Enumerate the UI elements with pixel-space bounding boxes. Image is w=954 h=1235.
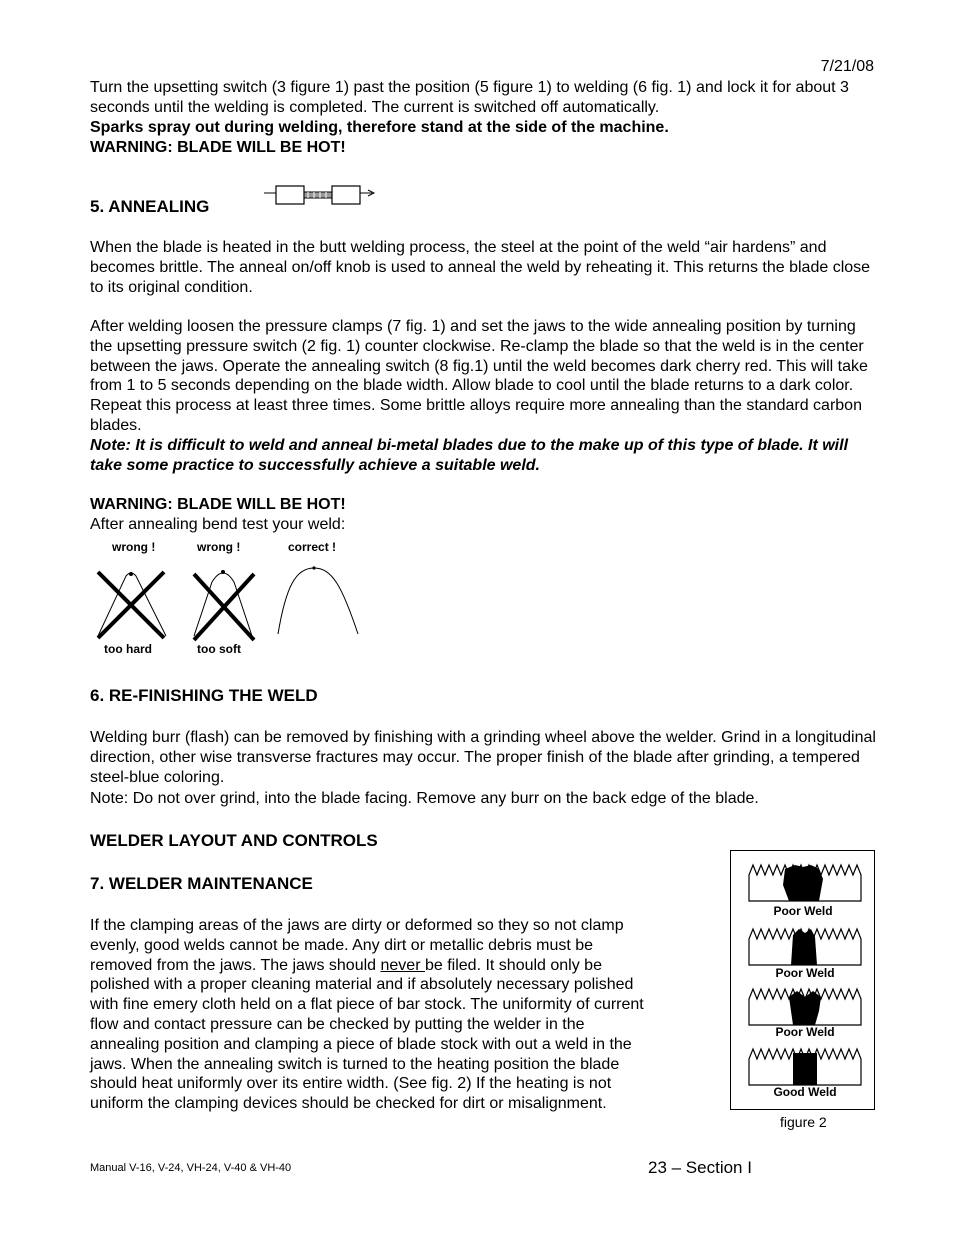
poor-weld-blade-2 — [749, 929, 861, 965]
maintenance-line: jaws. When the annealing switch is turned to the heating position the blade — [90, 1055, 620, 1073]
maintenance-line: flow and contact pressure can be checked by putting the welder in the — [90, 1015, 585, 1033]
maintenance-line: removed from the jaws. The jaws should never be filed. It should only be — [90, 956, 602, 974]
weld-label-poor-1: Poor Weld — [773, 904, 833, 918]
annealing-heading: 5. ANNEALING — [90, 197, 210, 216]
good-weld-blade — [749, 1049, 861, 1085]
bend-test-figure — [90, 538, 370, 660]
never-emphasis: never — [380, 956, 425, 974]
maintenance-paragraph — [90, 916, 720, 1114]
bend-label-wrong-1: wrong ! — [112, 540, 156, 554]
refinishing-paragraph: Welding burr (flash) can be removed by finishing with a grinding wheel above the welder. Grind in a longitudinal direction, other wise transverse fractures may occur. The proper finish of the blade after grinding, a tempered steel-blue coloring. — [90, 729, 876, 786]
maintenance-heading: 7. WELDER MAINTENANCE — [90, 874, 313, 893]
maintenance-line: polished with a proper cleaning material and if absolutely necessary polished — [90, 976, 634, 994]
footer-manual-title: Manual V-16, V-24, VH-24, V-40 & VH-40 — [90, 1162, 292, 1174]
blade-clamp-icon — [262, 184, 378, 208]
weld-label-good: Good Weld — [773, 1085, 837, 1099]
footer-page-number: 23 – Section I — [648, 1158, 752, 1177]
weld-figure-2 — [730, 850, 875, 1110]
sparks-warning: Sparks spray out during welding, therefore stand at the side of the machine. — [90, 119, 669, 136]
maintenance-line: uniform the clamping devices should be checked for dirt or misalignment. — [90, 1095, 607, 1113]
annealing-paragraph-1: When the blade is heated in the butt welding process, the steel at the point of the weld “air hardens” and becomes brittle. The anneal on/off knob is used to anneal the weld by reheating it. This returns the blade close to its original condition. — [90, 239, 871, 296]
maintenance-line: If the clamping areas of the jaws are dirty or deformed so they so not clamp — [90, 917, 624, 934]
welding-paragraph: Turn the upsetting switch (3 figure 1) past the position (5 figure 1) to welding (6 fig. 1) and lock it for about 3 seconds until the welding is completed. The current is switched off automatically. — [90, 79, 849, 116]
maintenance-line: with fine emery cloth held on a flat piece of bar stock. The uniformity of current — [90, 996, 644, 1014]
bend-label-too-soft: too soft — [197, 642, 241, 656]
poor-weld-blade-3 — [749, 989, 861, 1025]
maintenance-line: annealing position and clamping a piece of blade stock with out a weld in the — [90, 1035, 632, 1053]
bend-label-wrong-2: wrong ! — [197, 540, 241, 554]
weld-label-poor-3: Poor Weld — [775, 1025, 835, 1039]
weld-comparison-diagram — [745, 861, 865, 1101]
poor-weld-blade-1 — [749, 865, 861, 901]
bend-label-too-hard: too hard — [104, 642, 152, 656]
annealing-warning: WARNING: BLADE WILL BE HOT! — [90, 496, 346, 513]
hot-blade-warning: WARNING: BLADE WILL BE HOT! — [90, 139, 346, 156]
refinishing-heading: 6. RE-FINISHING THE WELD — [90, 686, 318, 705]
weld-label-poor-2: Poor Weld — [775, 966, 835, 980]
bend-test-intro: After annealing bend test your weld: — [90, 516, 346, 533]
bend-test-diagram — [90, 556, 370, 642]
layout-heading: WELDER LAYOUT AND CONTROLS — [90, 831, 378, 850]
maintenance-line: should heat uniformly over its entire width. (See fig. 2) If the heating is not — [90, 1075, 612, 1093]
maintenance-line: evenly, good welds cannot be made. Any dirt or metallic debris must be — [90, 936, 594, 954]
bend-label-correct: correct ! — [288, 540, 337, 554]
page-date: 7/21/08 — [820, 58, 874, 75]
refinishing-note: Note: Do not over grind, into the blade facing. Remove any burr on the back edge of the blade. — [90, 790, 759, 807]
bimetal-note: Note: It is difficult to weld and anneal bi-metal blades due to the make up of this type of blade. It will take some practice to successfully achieve a suitable weld. — [90, 437, 849, 474]
figure-2-caption: figure 2 — [780, 1114, 827, 1130]
annealing-paragraph-2: After welding loosen the pressure clamps (7 fig. 1) and set the jaws to the wide annealing position by turning the upsetting pressure switch (2 fig. 1) counter clockwise. Re-clamp the blade so that the weld is in the center between the jaws. Operate the annealing switch (8 fig.1) until the weld becomes dark cherry red. This will take from 1 to 5 seconds depending on the blade width. Allow blade to cool until the blade returns to a dark color. Repeat this process at least three times. Some brittle alloys require more annealing than the standard carbon blades. — [90, 318, 868, 434]
